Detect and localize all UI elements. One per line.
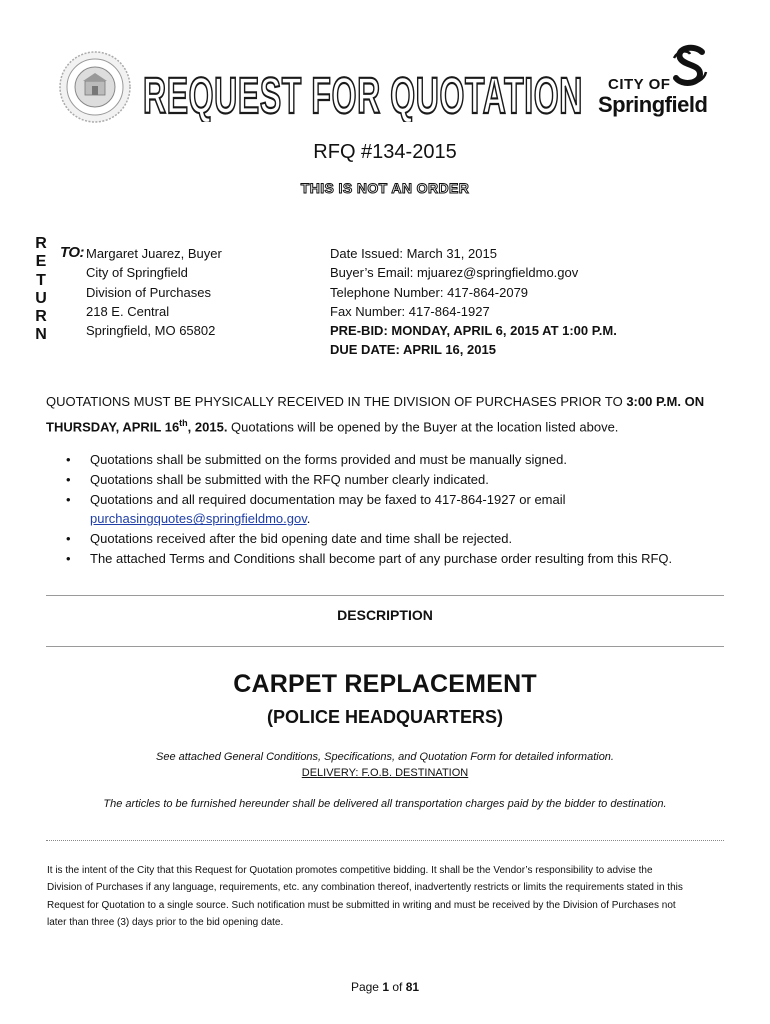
description-label: DESCRIPTION <box>337 607 433 623</box>
list-item: • Quotations and all required documentation may be faxed to 417-864-1927 or email <box>66 491 566 507</box>
return-letter: N <box>35 326 47 344</box>
email-link[interactable]: purchasingquotes@springfieldmo.gov <box>90 511 307 527</box>
due-date: DUE DATE: APRIL 16, 2015 <box>330 342 496 358</box>
return-address <box>86 244 222 340</box>
pre-bid-date: PRE-BID: MONDAY, APRIL 6, 2015 AT 1:00 P.M. <box>330 323 617 339</box>
not-an-order-notice: THIS IS NOT AN ORDER <box>300 180 470 196</box>
list-item-continuation: purchasingquotes@springfieldmo.gov. <box>90 511 311 527</box>
return-letter: R <box>35 308 47 326</box>
rfq-info <box>330 244 617 360</box>
list-item: • Quotations received after the bid opening date and time shall be rejected. <box>66 531 513 547</box>
return-letter: R <box>35 235 47 252</box>
articles-note: The articles to be furnished hereunder shall be delivered all transportation charges paid by the bidder to destination. <box>103 798 667 810</box>
project-title: CARPET REPLACEMENT <box>233 670 537 698</box>
list-item: • The attached Terms and Conditions shall become part of any purchase order resulting from this RFQ. <box>66 550 673 566</box>
fax-number: Fax Number: 417-864-1927 <box>330 303 490 319</box>
submission-notice <box>46 392 736 437</box>
divider <box>46 595 724 596</box>
address-line: Division of Purchases <box>86 284 211 300</box>
notice-opening-text: Quotations will be opened by the Buyer at the location listed above. <box>227 418 619 434</box>
divider <box>46 646 724 647</box>
svg-text:REQUEST FOR QUOTATION: REQUEST FOR QUOTATION <box>143 67 583 122</box>
divider <box>46 840 724 841</box>
list-item: • Quotations shall be submitted with the RFQ number clearly indicated. <box>66 471 489 487</box>
brand-name-text: Springfield <box>598 92 708 117</box>
see-attached-note: See attached General Conditions, Specifications, and Quotation Form for detailed information. <box>156 751 614 763</box>
city-seal-icon <box>59 51 131 123</box>
address-line: 218 E. Central <box>86 303 170 319</box>
brand-city-text: CITY OF <box>608 76 671 93</box>
springfield-s-logo-icon <box>668 44 712 90</box>
instructions-list <box>66 450 746 569</box>
notice-superscript: th <box>179 417 188 428</box>
to-label: TO: <box>60 244 85 261</box>
address-line: City of Springfield <box>86 265 188 281</box>
intent-paragraph: It is the intent of the City that this Request for Quotation promotes competitive bidding. It shall be the Vendor’s responsibility to advise the Division of Purchases if any language, requirements, etc. any combination thereof, inadvertently restricts or limits the requirements stated in this Request for Quotation to a single source. Such notification must be submitted in writing and must be received by the Division of Purchases not later than three (3) days prior to the bid opening date. <box>47 865 683 928</box>
return-letter: T <box>36 271 46 289</box>
project-subtitle: (POLICE HEADQUARTERS) <box>266 707 503 727</box>
notice-year: , 2015. <box>187 418 228 434</box>
return-letter: E <box>35 253 47 271</box>
date-issued: Date Issued: March 31, 2015 <box>330 246 497 261</box>
telephone-number: Telephone Number: 417-864-2079 <box>330 284 529 300</box>
page-number: Page 1 of 81 <box>350 980 420 994</box>
notice-text: QUOTATIONS MUST BE PHYSICALLY RECEIVED IN THE DIVISION OF PURCHASES PRIOR TO <box>46 394 627 409</box>
address-line: Margaret Juarez, Buyer <box>86 246 222 261</box>
banner-title <box>141 66 586 122</box>
rfq-number: RFQ #134-2015 <box>313 141 457 163</box>
return-vertical-label <box>33 235 49 345</box>
return-letter: U <box>35 289 47 307</box>
address-line: Springfield, MO 65802 <box>86 323 216 339</box>
notice-deadline: 3:00 P.M. ON THURSDAY, APRIL 16 <box>46 394 705 434</box>
buyer-email: Buyer’s Email: mjuarez@springfieldmo.gov <box>330 265 579 281</box>
city-brand <box>598 44 716 124</box>
delivery-terms: DELIVERY: F.O.B. DESTINATION <box>301 767 469 779</box>
list-item: • Quotations shall be submitted on the forms provided and must be manually signed. <box>66 452 567 467</box>
